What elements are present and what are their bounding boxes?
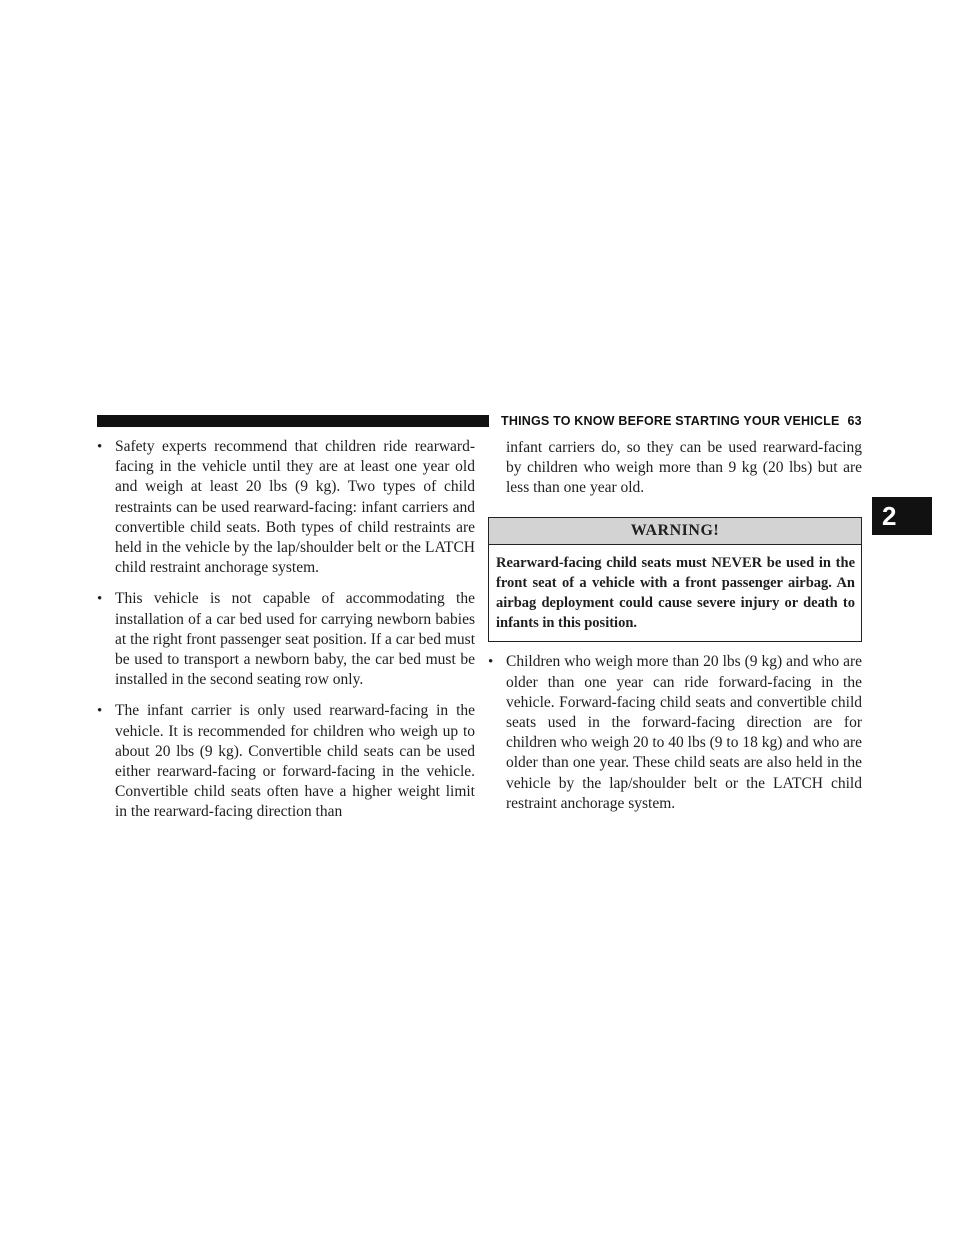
list-item-text: This vehicle is not capable of accommodating the installation of a car bed used for carrying newborn babies at the right front passenger seat position. If a car bed must be used to transport a newborn baby, the car bed must be installed in the second seating row only. — [115, 590, 475, 689]
header-rule — [97, 415, 489, 427]
bullet-icon: • — [97, 591, 103, 608]
list-item — [97, 437, 475, 578]
list-item — [97, 589, 475, 690]
list-item — [488, 652, 862, 814]
list-item-text: Children who weigh more than 20 lbs (9 kg) and who are older than one year can ride forward-facing in the vehicle. Forward-facing child seats and convertible child seats used in the forward-facing direction are for children who weigh 20 to 40 lbs (9 to 18 kg) and who are older than one year. These child seats are also held in the vehicle by the lap/shoulder belt or the LATCH child restraint anchorage system. — [506, 653, 863, 812]
running-header — [501, 412, 861, 430]
page-number: 63 — [847, 414, 862, 428]
right-column — [488, 437, 862, 825]
bullet-icon: • — [488, 654, 494, 671]
continued-paragraph: infant carriers do, so they can be used rearward-facing by children who weigh more than 9 kg (20 lbs) but are less than one year old. — [506, 439, 862, 497]
chapter-tab: 2 — [872, 497, 932, 535]
list-item-text: The infant carrier is only used rearward-facing in the vehicle. It is recommended for children who weigh up to about 20 lbs (9 kg). Convertible child seats can be used either rearward-facing or forward-facing in the vehicle. Convertible child seats often have a higher weight limit in the rearward-facing direction than — [115, 702, 475, 821]
warning-box — [488, 517, 862, 643]
section-title: THINGS TO KNOW BEFORE STARTING YOUR VEHICLE — [501, 414, 840, 428]
list-item-text: Safety experts recommend that children ride rearward-facing in the vehicle until they are at least one year old and weigh at least 20 lbs (9 kg). Two types of child restraints can be used rearward-facing: infant carriers and convertible child seats. Both types of child restraints are held in the vehicle by the lap/shoulder belt or the LATCH child restraint anchorage system. — [115, 438, 475, 577]
left-column — [97, 437, 475, 834]
warning-body: Rearward-facing child seats must NEVER be used in the front seat of a vehicle with a front passenger airbag. An airbag deployment could cause severe injury or death to infants in this position. — [496, 554, 855, 632]
bullet-icon: • — [97, 703, 103, 720]
bullet-icon: • — [97, 439, 103, 455]
list-item — [97, 701, 475, 822]
warning-title: WARNING! — [489, 518, 861, 545]
